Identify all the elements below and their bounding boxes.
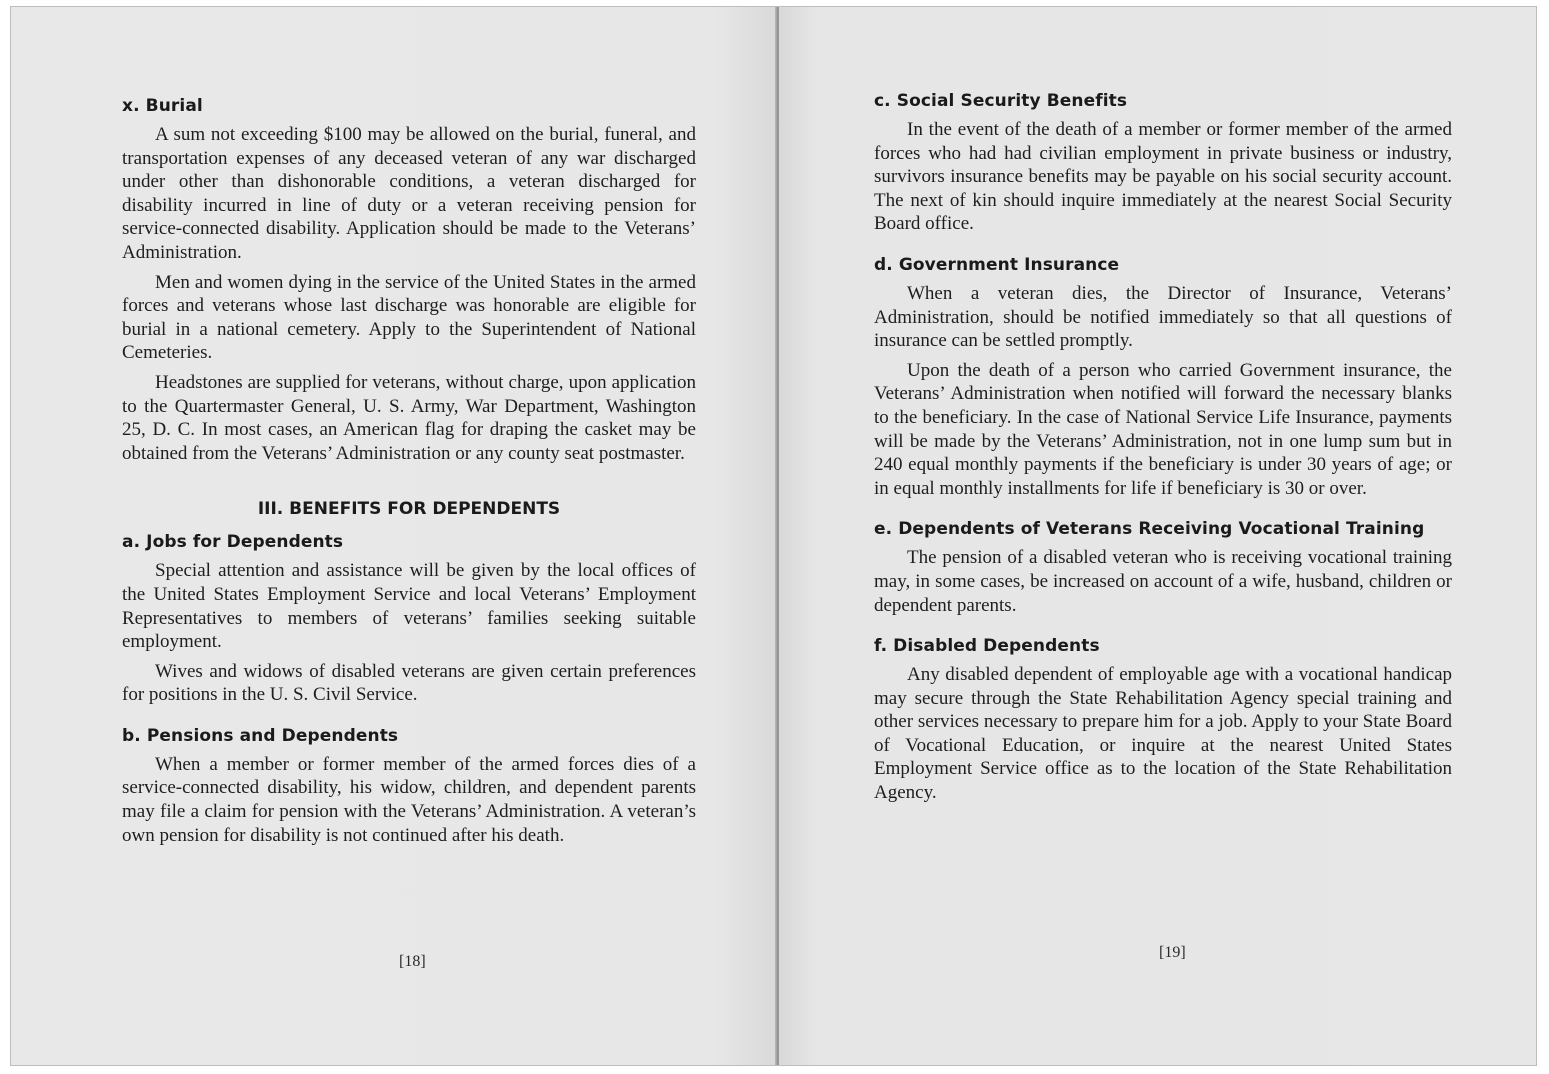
paragraph: In the event of the death of a member or former member of the armed forces who had had civilian employment in private business or industry, survivors insurance benefits may be payable on his social security account. The next of kin should inquire immediately at the nearest Social Security Board office. bbox=[874, 119, 1452, 235]
paragraph: Men and women dying in the service of the United States in the armed forces and veterans whose last discharge was honorable are eligible for burial in a national cemetery. Apply to the Superintendent of National Cemeteries. bbox=[122, 271, 696, 364]
page-number: [19] bbox=[1159, 944, 1186, 961]
section-heading-jobs: a. Jobs for Dependents bbox=[122, 532, 344, 553]
paragraph: Any disabled dependent of employable age with a vocational handicap may secure through the State Rehabilitation Agency special training and other services necessary to prepare him for a job. Apply to your State Board of Vocational Education, or inquire at the nearest United States Employment Service office as to the location of the State Rehabilitation Agency. bbox=[874, 664, 1452, 804]
right-page bbox=[779, 7, 1536, 1065]
section-disabled-dependents bbox=[874, 635, 1452, 805]
paragraph: Upon the death of a person who carried Government insurance, the Veterans’ Administration when notified will forward the necessary blanks to the beneficiary. In the case of National Service Life Insurance, payments will be made by the Veterans’ Administration, not in one lump sum but in 240 equal monthly payments if the beneficiary is under 30 years of age; or in equal monthly installments for life if beneficiary is 30 or over. bbox=[874, 359, 1452, 499]
section-government-insurance bbox=[874, 254, 1452, 500]
section-jobs-for-dependents bbox=[122, 531, 696, 707]
section-heading-vocational: e. Dependents of Veterans Receiving Vocational Training bbox=[874, 519, 1425, 540]
paragraph: When a member or former member of the armed forces dies of a service-connected disability, his widow, children, and dependent parents may file a claim for pension with the Veterans’ Administration. A veteran’s own pension for disability is not continued after his death. bbox=[122, 753, 696, 846]
paragraph: Special attention and assistance will be given by the local offices of the United States Employment Service and local Veterans’ Employment Representatives to members of veterans’ families seeking suitable employment. bbox=[122, 560, 696, 653]
section-pensions-and-dependents bbox=[122, 725, 696, 847]
section-social-security bbox=[874, 90, 1452, 236]
section-heading-pensions: b. Pensions and Dependents bbox=[122, 725, 399, 746]
paragraph: The pension of a disabled veteran who is receiving vocational training may, in some cases, be increased on account of a wife, husband, children or dependent parents. bbox=[874, 547, 1452, 616]
booklet-spread bbox=[10, 6, 1537, 1066]
section-heading-social-security: c. Social Security Benefits bbox=[874, 91, 1128, 111]
section-heading-insurance: d. Government Insurance bbox=[874, 254, 1120, 275]
right-page-content bbox=[874, 90, 1452, 811]
section-heading-burial: x. Burial bbox=[122, 96, 203, 116]
section-burial bbox=[122, 95, 696, 465]
paragraph: A sum not exceeding $100 may be allowed on the burial, funeral, and transportation expenses of any deceased veteran of any war discharged under other than dishonorable conditions, a veteran discharged for disability incurred in line of duty or a veteran receiving pension for service-connected disability. Application should be made to the Veterans’ Administration. bbox=[122, 124, 696, 263]
section-heading-disabled: f. Disabled Dependents bbox=[874, 636, 1100, 657]
section-vocational-training bbox=[874, 518, 1452, 617]
left-page bbox=[11, 7, 777, 1065]
paragraph: Wives and widows of disabled veterans are given certain preferences for positions in the U. S. Civil Service. bbox=[122, 660, 696, 706]
paragraph: When a veteran dies, the Director of Insurance, Veterans’ Administration, should be notified immediately so that all questions of insurance can be settled promptly. bbox=[874, 282, 1452, 352]
paragraph: Headstones are supplied for veterans, without charge, upon application to the Quartermaster General, U. S. Army, War Department, Washington 25, D. C. In most cases, an American flag for draping the casket may be obtained from the Veterans’ Administration or any county seat postmaster. bbox=[122, 371, 696, 464]
part-title: III. BENEFITS FOR DEPENDENTS bbox=[257, 499, 561, 520]
page-number: [18] bbox=[399, 953, 426, 970]
left-page-content bbox=[122, 95, 696, 853]
